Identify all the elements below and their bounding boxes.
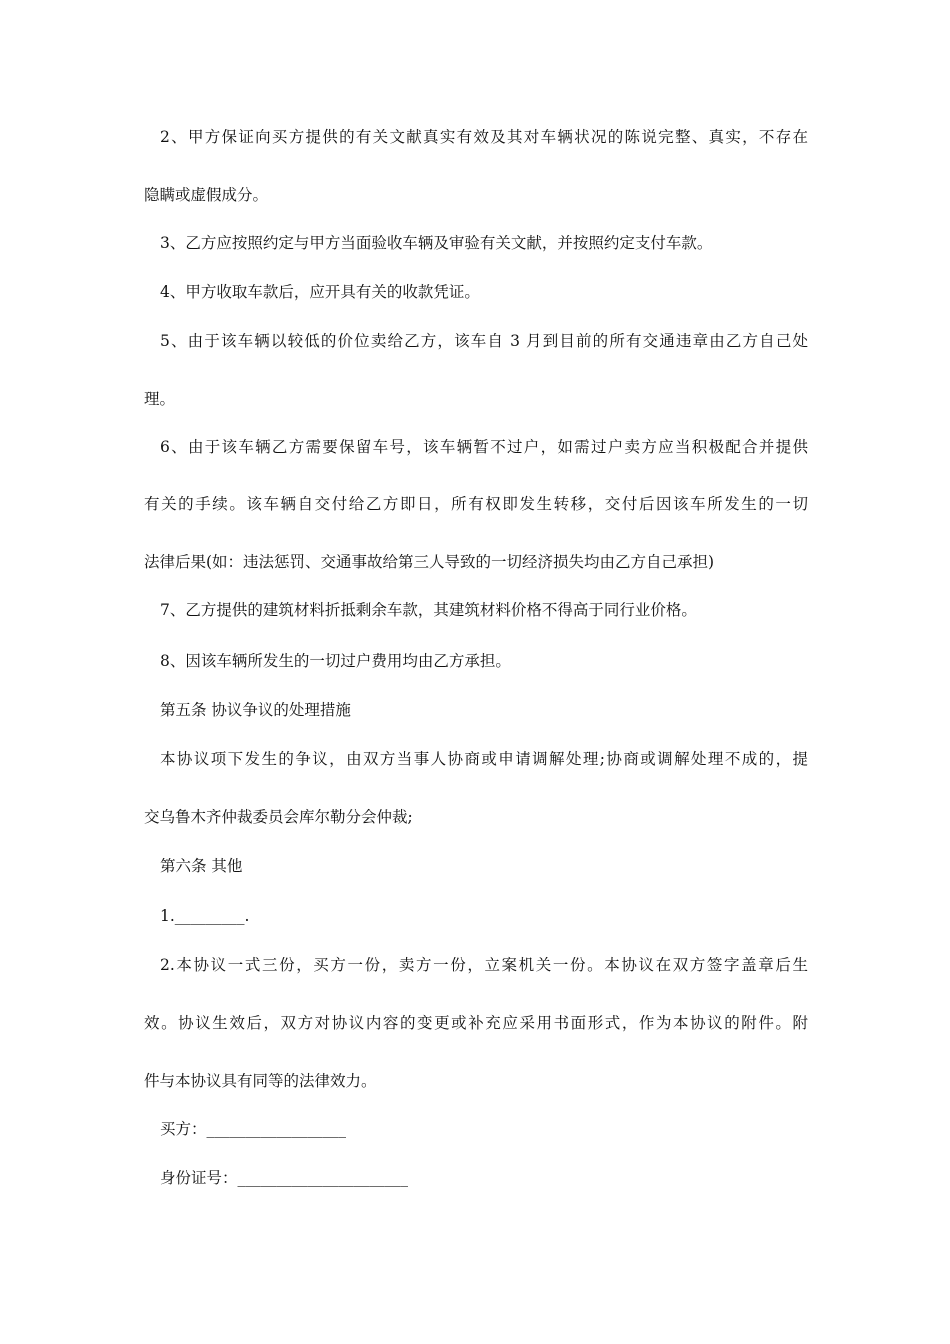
id-number-field: 身份证号：______________________: [160, 1169, 409, 1187]
article-6-item-2-line-1: 2.本协议一式三份，买方一份，卖方一份，立案机关一份。本协议在双方签字盖章后生: [160, 956, 808, 974]
article-6-item-2-line-2: 效。协议生效后，双方对协议内容的变更或补充应采用书面形式，作为本协议的附件。附: [144, 1014, 808, 1032]
clause-7: 7、乙方提供的建筑材料折抵剩余车款，其建筑材料价格不得高于同行业价格。: [160, 601, 697, 619]
clause-4: 4、甲方收取车款后，应开具有关的收款凭证。: [160, 283, 480, 301]
article-5-heading: 第五条 协议争议的处理措施: [160, 701, 351, 719]
clause-6-line-3: 法律后果(如：违法惩罚、交通事故给第三人导致的一切经济损失均由乙方自己承担): [144, 553, 715, 571]
clause-6-line-1: 6、由于该车辆乙方需要保留车号，该车辆暂不过户，如需过户卖方应当积极配合并提供: [160, 438, 808, 456]
article-5-line-2: 交乌鲁木齐仲裁委员会库尔勒分会仲裁;: [144, 808, 413, 826]
clause-2-line-2: 隐瞒或虚假成分。: [144, 186, 269, 204]
clause-2-line-1: 2、甲方保证向买方提供的有关文献真实有效及其对车辆状况的陈说完整、真实，不存在: [160, 128, 808, 146]
clause-3: 3、乙方应按照约定与甲方当面验收车辆及审验有关文献，并按照约定支付车款。: [160, 234, 713, 252]
clause-5-line-1: 5、由于该车辆以较低的价位卖给乙方，该车自 3 月到目前的所有交通违章由乙方自己处: [160, 332, 808, 350]
article-6-item-2-line-3: 件与本协议具有同等的法律效力。: [144, 1072, 377, 1090]
buyer-signature-field: 买方：__________________: [160, 1120, 347, 1138]
article-6-heading: 第六条 其他: [160, 857, 243, 875]
clause-6-line-2: 有关的手续。该车辆自交付给乙方即日，所有权即发生转移，交付后因该车所发生的一切: [144, 495, 808, 513]
clause-8: 8、因该车辆所发生的一切过户费用均由乙方承担。: [160, 652, 511, 670]
article-5-line-1: 本协议项下发生的争议，由双方当事人协商或申请调解处理;协商或调解处理不成的，提: [160, 750, 808, 768]
article-6-item-1: 1._________.: [160, 907, 250, 925]
clause-5-line-2: 理。: [144, 390, 176, 408]
